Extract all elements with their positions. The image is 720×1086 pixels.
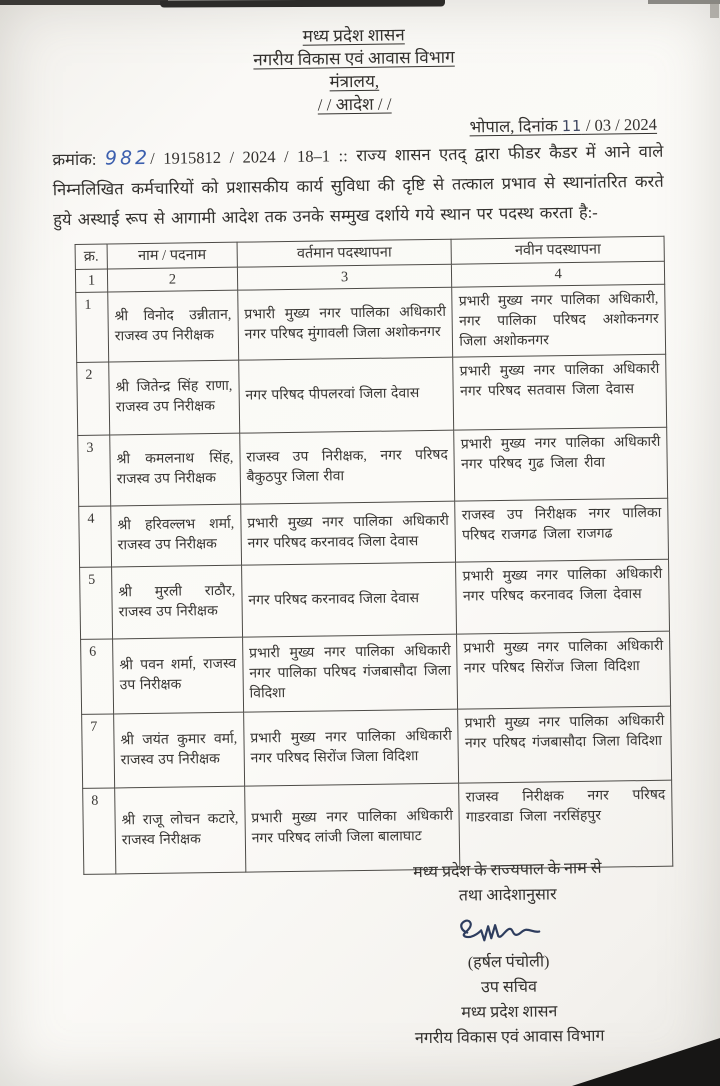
- row-sn: 3: [78, 435, 111, 506]
- order-heading: / / आदेश / /: [317, 94, 392, 115]
- row-current-posting: प्रभारी मुख्य नगर पालिका अधिकारी नगर परिषद लांजी जिला बालाघाट: [244, 783, 460, 872]
- letterhead: [0, 19, 715, 121]
- table-row: [77, 354, 667, 435]
- row-name: श्री पवन शर्मा, राजस्व उप निरीक्षक: [113, 637, 244, 714]
- authority-line: मध्य प्रदेश के राज्यपाल के नाम से: [412, 859, 602, 882]
- row-name: श्री राजू लोचन कटारे, राजस्व निरीक्षक: [115, 786, 246, 874]
- order-body-text: राज्य शासन एतद् द्वारा फीडर कैडर में आने वाले निम्नलिखित कर्मचारियों को प्रशासकीय कार्य सुविधा की दृष्टि से तत्काल प्रभाव से स्थानांतरित करते हुये अस्थाई रूप से आगामी आदेश तक उनके सम्मुख दर्शाये गये स्थान पर पदस्थ करता है:-: [52, 141, 664, 230]
- ministry-line: मंत्रालय,: [329, 71, 380, 92]
- row-current-posting: प्रभारी मुख्य नगर पालिका अधिकारी नगर परिषद मुंगावली जिला अशोकनगर: [237, 287, 453, 360]
- signatory-designation: उप सचिव: [480, 978, 538, 997]
- place-date-line: [469, 112, 657, 138]
- table-row: [80, 559, 670, 639]
- row-sn: 1: [76, 292, 109, 362]
- row-current-posting: प्रभारी मुख्य नगर पालिका अधिकारी नगर परिषद करनावद जिला देवास: [240, 501, 455, 565]
- row-name: श्री हरिवल्लभ शर्मा, राजस्व उप निरीक्षक: [111, 504, 242, 567]
- signature-block: [337, 856, 680, 1053]
- row-name: श्री विनोद उन्नीतान, राजस्व उप निरीक्षक: [108, 290, 239, 362]
- order-number-rest: / 1915812 / 2024 / 18–1 ::: [150, 146, 357, 168]
- signatory-government: मध्य प्रदेश शासन: [461, 1003, 558, 1022]
- handwritten-day: 11: [561, 116, 582, 136]
- col-number: 1: [75, 269, 107, 292]
- col-number: 2: [107, 267, 237, 292]
- signatory-name: (हर्षल पंचोली): [467, 953, 550, 972]
- handwritten-order-number: 982: [104, 146, 151, 170]
- row-current-posting: प्रभारी मुख्य नगर पालिका अधिकारी नगर परिषद सिरोंज जिला विदिशा: [243, 709, 459, 786]
- col-number: 3: [237, 264, 452, 290]
- row-sn: 2: [77, 362, 110, 435]
- row-sn: 6: [81, 639, 114, 714]
- signature-ink-icon: [453, 909, 564, 949]
- row-new-posting: प्रभारी मुख्य नगर पालिका अधिकारी, नगर पालिका परिषद अशोकनगर जिला अशोकनगर: [452, 284, 666, 357]
- row-sn: 8: [83, 788, 116, 874]
- row-new-posting: प्रभारी मुख्य नगर पालिका अधिकारी नगर परिषद गुढ जिला रीवा: [454, 427, 668, 501]
- table-row: [78, 427, 668, 506]
- order-number-label: क्रमांक:: [52, 149, 106, 170]
- row-sn: 7: [82, 714, 115, 788]
- table-row: [76, 284, 666, 362]
- col-header-name: नाम / पदनाम: [107, 242, 237, 269]
- table-row: [82, 706, 672, 788]
- row-new-posting: प्रभारी मुख्य नगर पालिका अधिकारी नगर परिषद गंजबासौदा जिला विदिशा: [458, 706, 672, 783]
- row-current-posting: नगर परिषद पीपलरवां जिला देवास: [238, 357, 454, 433]
- row-new-posting: प्रभारी मुख्य नगर पालिका अधिकारी नगर परिषद सतवास जिला देवास: [453, 354, 667, 430]
- row-current-posting: राजस्व उप निरीक्षक, नगर परिषद बैकुठपुर जिला रीवा: [239, 430, 455, 504]
- signature-scribble: [338, 908, 679, 953]
- row-current-posting: प्रभारी मुख्य नगर पालिका अधिकारी नगर पालिका परिषद गंजबासौदा जिला विदिशा: [242, 634, 458, 712]
- date-prefix: भोपाल, दिनांक: [469, 116, 562, 137]
- row-name: श्री कमलनाथ सिंह, राजस्व उप निरीक्षक: [110, 433, 241, 506]
- row-current-posting: नगर परिषद करनावद जिला देवास: [241, 562, 457, 637]
- col-header-new-posting: नवीन पदस्थापना: [451, 236, 664, 264]
- col-header-current-posting: वर्तमान पदस्थापना: [237, 239, 452, 267]
- col-number: 4: [452, 261, 665, 287]
- row-sn: 4: [79, 506, 112, 567]
- department-title: नगरीय विकास एवं आवास विभाग: [253, 47, 455, 70]
- col-header-sn: क्र.: [75, 244, 107, 269]
- government-title: मध्य प्रदेश शासन: [302, 25, 405, 46]
- row-new-posting: प्रभारी मुख्य नगर पालिका अधिकारी नगर परिषद सिरोंज जिला विदिशा: [457, 631, 671, 709]
- row-name: श्री मुरली राठौर, राजस्व उप निरीक्षक: [112, 565, 243, 639]
- table-row: [79, 498, 669, 567]
- row-name: श्री जितेन्द्र सिंह राणा, राजस्व उप निरीक्षक: [109, 360, 240, 435]
- table-row: [81, 631, 671, 714]
- signatory-department: नगरीय विकास एवं आवास विभाग: [414, 1027, 605, 1048]
- row-sn: 5: [80, 567, 113, 639]
- row-new-posting: प्रभारी मुख्य नगर पालिका अधिकारी नगर परिषद करनावद जिला देवास: [456, 559, 670, 634]
- row-new-posting: राजस्व उप निरीक्षक नगर पालिका परिषद राजगढ जिला राजगढ: [455, 498, 668, 562]
- date-rest: / 03 / 2024: [581, 114, 658, 135]
- row-new-posting: राजस्व निरीक्षक नगर परिषद गाडरवाडा जिला नरसिंहपुर: [459, 780, 673, 869]
- order-per-line: तथा आदेशानुसार: [458, 886, 557, 905]
- order-paragraph: [52, 136, 664, 236]
- row-name: श्री जयंत कुमार वर्मा, राजस्व उप निरीक्षक: [114, 712, 245, 788]
- transfer-table: [75, 236, 674, 875]
